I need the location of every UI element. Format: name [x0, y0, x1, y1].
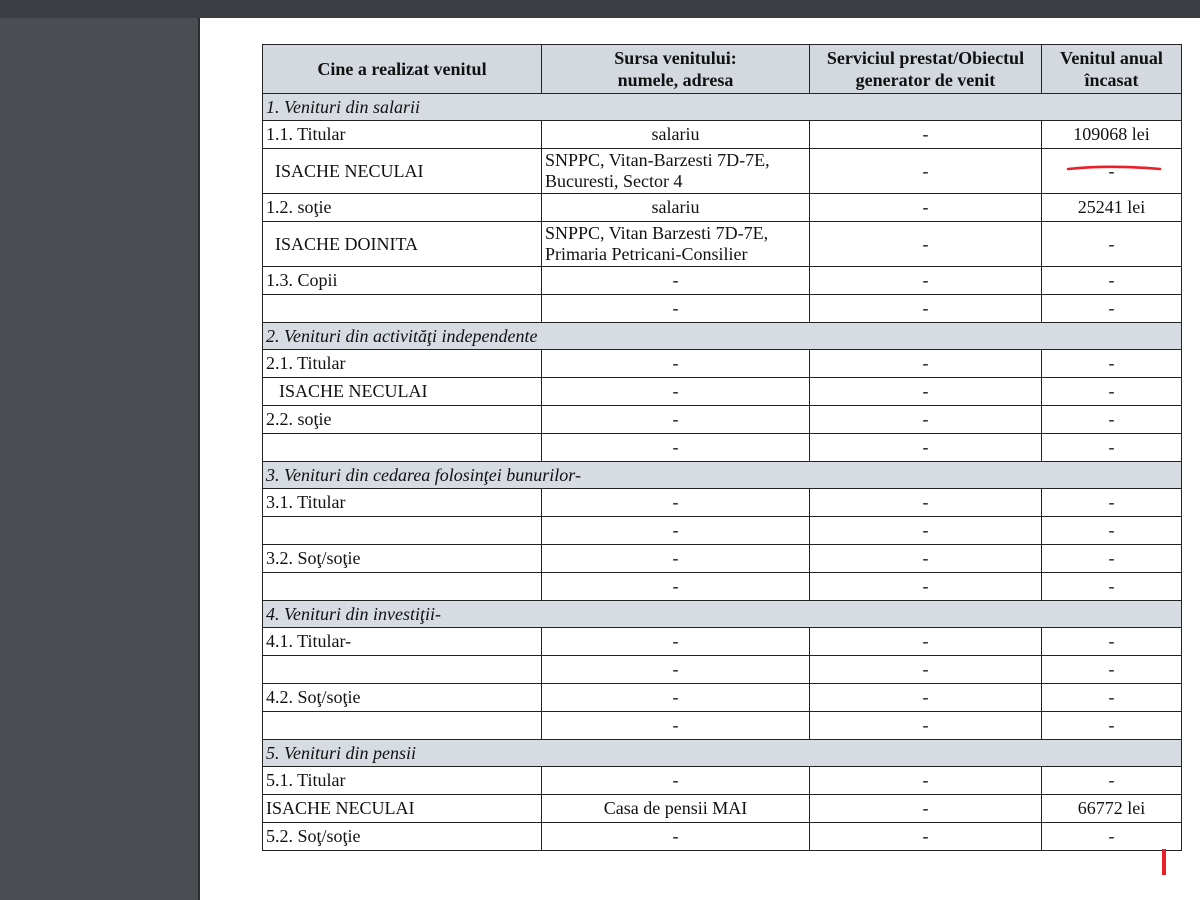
cell-service: -: [810, 517, 1042, 545]
cell-service: -: [810, 628, 1042, 656]
cell-income: 109068 lei: [1042, 121, 1182, 149]
cell-who: [263, 295, 542, 323]
cell-who: 1.2. soţie: [263, 194, 542, 222]
header-service: Serviciul prestat/Obiectul generator de venit: [810, 45, 1042, 94]
section-title: 1. Venituri din salarii: [263, 94, 1182, 121]
cell-service: -: [810, 406, 1042, 434]
section-row: [263, 323, 1182, 350]
table-row: [263, 545, 1182, 573]
cell-who: [263, 712, 542, 740]
table-header-row: [263, 45, 1182, 94]
cell-income: -: [1042, 573, 1182, 601]
red-bar-annotation: [1162, 849, 1166, 875]
header-source: Sursa venitului: numele, adresa: [542, 45, 810, 94]
income-table: [262, 44, 1182, 851]
cell-source: salariu: [542, 121, 810, 149]
cell-source: -: [542, 406, 810, 434]
cell-who: [263, 573, 542, 601]
cell-service: -: [810, 795, 1042, 823]
table-row: [263, 378, 1182, 406]
viewer-toolbar: [0, 0, 1200, 18]
cell-source: -: [542, 823, 810, 851]
cell-income: -: [1042, 656, 1182, 684]
cell-source: -: [542, 545, 810, 573]
section-row: [263, 601, 1182, 628]
cell-source: -: [542, 295, 810, 323]
table-row: [263, 656, 1182, 684]
cell-income: -: [1042, 378, 1182, 406]
cell-who: [263, 656, 542, 684]
section-title: 2. Venituri din activităţi independente: [263, 323, 1182, 350]
cell-service: -: [810, 121, 1042, 149]
cell-income: -: [1042, 823, 1182, 851]
cell-source: -: [542, 267, 810, 295]
cell-income: 25241 lei: [1042, 194, 1182, 222]
table-row: [263, 434, 1182, 462]
cell-service: -: [810, 767, 1042, 795]
cell-income: -: [1042, 149, 1182, 194]
table-row: [263, 350, 1182, 378]
cell-who: 3.1. Titular: [263, 489, 542, 517]
table-row: [263, 517, 1182, 545]
cell-service: -: [810, 350, 1042, 378]
table-row: [263, 573, 1182, 601]
header-income: Venitul anual încasat: [1042, 45, 1182, 94]
cell-income: -: [1042, 628, 1182, 656]
cell-who: ISACHE DOINITA: [263, 222, 542, 267]
cell-source: -: [542, 767, 810, 795]
cell-source: -: [542, 489, 810, 517]
document-page: [198, 18, 1200, 900]
section-title: 3. Venituri din cedarea folosinţei bunurilor-: [263, 462, 1182, 489]
cell-who: 2.2. soţie: [263, 406, 542, 434]
table-row: [263, 795, 1182, 823]
table-row: [263, 267, 1182, 295]
cell-service: -: [810, 573, 1042, 601]
cell-income: 66772 lei: [1042, 795, 1182, 823]
cell-source: -: [542, 350, 810, 378]
cell-service: -: [810, 489, 1042, 517]
table-row: [263, 121, 1182, 149]
cell-income: -: [1042, 267, 1182, 295]
cell-who: 5.2. Soţ/soţie: [263, 823, 542, 851]
cell-who: 4.1. Titular-: [263, 628, 542, 656]
section-row: [263, 740, 1182, 767]
table-row: [263, 823, 1182, 851]
cell-service: -: [810, 149, 1042, 194]
cell-service: -: [810, 434, 1042, 462]
table-row: [263, 767, 1182, 795]
cell-who: ISACHE NECULAI: [263, 795, 542, 823]
cell-source: SNPPC, Vitan-Barzesti 7D-7E, Bucuresti, Sector 4: [542, 149, 810, 194]
table-row: [263, 295, 1182, 323]
cell-income: -: [1042, 222, 1182, 267]
cell-service: -: [810, 378, 1042, 406]
cell-income: -: [1042, 350, 1182, 378]
cell-who: [263, 517, 542, 545]
table-row: [263, 222, 1182, 267]
cell-who: 1.3. Copii: [263, 267, 542, 295]
table-row: [263, 628, 1182, 656]
cell-who: [263, 434, 542, 462]
table-row: [263, 684, 1182, 712]
table-row: [263, 406, 1182, 434]
cell-source: -: [542, 712, 810, 740]
cell-income: -: [1042, 545, 1182, 573]
cell-service: -: [810, 656, 1042, 684]
table-row: [263, 489, 1182, 517]
cell-who: 2.1. Titular: [263, 350, 542, 378]
cell-service: -: [810, 545, 1042, 573]
cell-source: -: [542, 378, 810, 406]
cell-income: -: [1042, 517, 1182, 545]
cell-source: salariu: [542, 194, 810, 222]
section-title: 5. Venituri din pensii: [263, 740, 1182, 767]
cell-service: -: [810, 712, 1042, 740]
cell-service: -: [810, 267, 1042, 295]
cell-income: -: [1042, 295, 1182, 323]
cell-income: -: [1042, 684, 1182, 712]
cell-source: -: [542, 517, 810, 545]
cell-source: SNPPC, Vitan Barzesti 7D-7E, Primaria Petricani-Consilier: [542, 222, 810, 267]
cell-source: -: [542, 684, 810, 712]
cell-service: -: [810, 222, 1042, 267]
cell-source: -: [542, 628, 810, 656]
header-who: Cine a realizat venitul: [263, 45, 542, 94]
cell-service: -: [810, 295, 1042, 323]
cell-service: -: [810, 194, 1042, 222]
cell-income: -: [1042, 406, 1182, 434]
cell-source: -: [542, 573, 810, 601]
red-underline-annotation: [1066, 164, 1162, 172]
section-row: [263, 94, 1182, 121]
cell-income: -: [1042, 434, 1182, 462]
section-row: [263, 462, 1182, 489]
cell-service: -: [810, 684, 1042, 712]
cell-source: -: [542, 656, 810, 684]
cell-service: -: [810, 823, 1042, 851]
table-row: [263, 194, 1182, 222]
cell-income: -: [1042, 767, 1182, 795]
cell-source: Casa de pensii MAI: [542, 795, 810, 823]
table-row: [263, 149, 1182, 194]
cell-who: 1.1. Titular: [263, 121, 542, 149]
cell-who: 4.2. Soţ/soţie: [263, 684, 542, 712]
section-title: 4. Venituri din investiţii-: [263, 601, 1182, 628]
cell-source: -: [542, 434, 810, 462]
cell-who: ISACHE NECULAI: [263, 378, 542, 406]
cell-who: 5.1. Titular: [263, 767, 542, 795]
cell-who: ISACHE NECULAI: [263, 149, 542, 194]
cell-income: -: [1042, 489, 1182, 517]
table-row: [263, 712, 1182, 740]
cell-income: -: [1042, 712, 1182, 740]
cell-who: 3.2. Soţ/soţie: [263, 545, 542, 573]
